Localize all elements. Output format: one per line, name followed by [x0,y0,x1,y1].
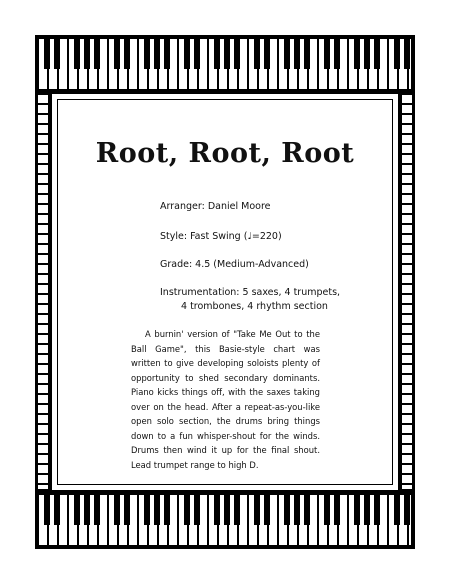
instrumentation-text: Instrumentation: 5 saxes, 4 trumpets, [160,287,341,298]
style-text: Style: Fast Swing (♩=220) [160,231,282,242]
grade-text: Grade: 4.5 (Medium-Advanced) [160,259,309,270]
black-keys [39,39,411,69]
instrumentation-text-continued: 4 trombones, 4 rhythm section [181,301,328,312]
page-title: Root, Root, Root [95,138,355,169]
piano-keyboard-border-bottom [35,491,415,549]
piano-keyboard-border-top [35,35,415,93]
description-paragraph: A burnin' version of "Take Me Out to the Ball Game", this Basie-style chart was written to give developing soloists plenty of opportunity to shed secondary dominants. Piano kicks things off, with the saxes taking over on the head. After a repeat-as-you-like open solo section, the drums bring things down to a fun whisper-shout for the winds. Drums then wind it up for the final shout. Lead trumpet range to high D. [131,329,320,470]
arranger-text: Arranger: Daniel Moore [160,201,271,212]
black-keys [39,495,411,525]
